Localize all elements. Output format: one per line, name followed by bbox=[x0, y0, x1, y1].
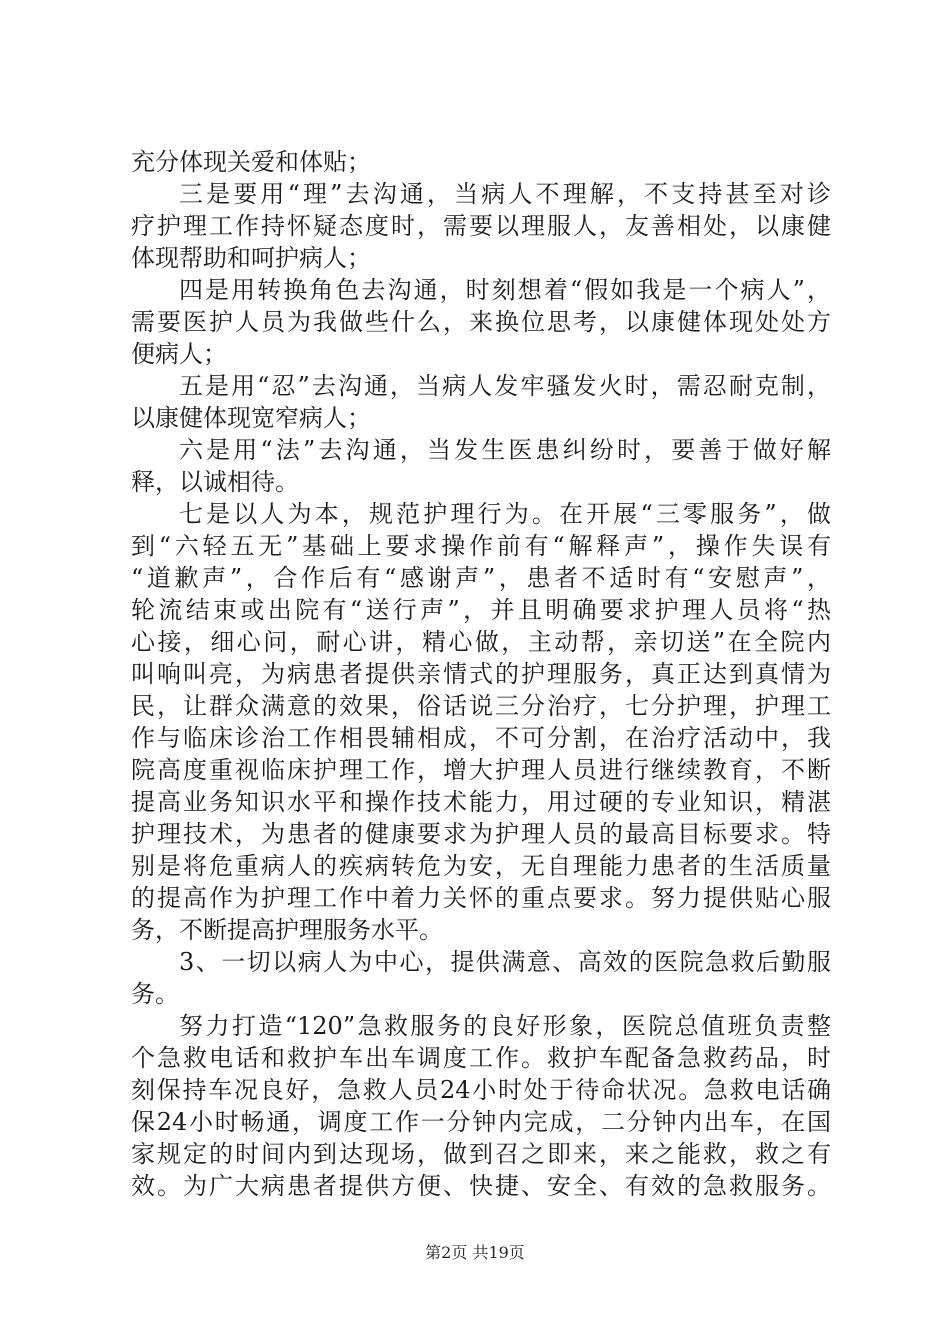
text-line: 五是用“忍”去沟通，当病人发牢骚发火时，需忍耐克制， bbox=[179, 372, 831, 400]
text-line: 轮流结束或出院有“送行声”，并且明确要求护理人员将“热 bbox=[131, 596, 831, 624]
text-line: 提高业务知识水平和操作技术能力，用过硬的专业知识，精湛 bbox=[131, 788, 831, 816]
text-line: 释，以诚相待。 bbox=[131, 468, 299, 496]
text-line: 六是用“法”去沟通，当发生医患纠纷时，要善于做好解 bbox=[179, 436, 831, 464]
text-line: 需要医护人员为我做些什么，来换位思考，以康健体现处处方 bbox=[131, 308, 831, 336]
text-line: 作与临床诊治工作相畏辅相成，不可分割，在治疗活动中，我 bbox=[131, 724, 831, 752]
text-line: 叫响叫亮，为病患者提供亲情式的护理服务，真正达到真情为 bbox=[131, 660, 831, 688]
text-line: 心接，细心问，耐心讲，精心做，主动帮，亲切送”在全院内 bbox=[131, 628, 831, 656]
text-line: 三是要用“理”去沟通，当病人不理解，不支持甚至对诊 bbox=[179, 180, 831, 208]
text-line: 效。为广大病患者提供方便、快捷、安全、有效的急救服务。 bbox=[131, 1172, 831, 1200]
text-line: 到“六轻五无”基础上要求操作前有“解释声”，操作失误有 bbox=[131, 532, 831, 560]
text-line: 四是用转换角色去沟通，时刻想着“假如我是一个病人”， bbox=[179, 276, 831, 304]
text-line: 的提高作为护理工作中着力关怀的重点要求。努力提供贴心服 bbox=[131, 884, 831, 912]
section-heading-cont: 务。 bbox=[131, 980, 179, 1008]
text-line: 别是将危重病人的疾病转危为安，无自理能力患者的生活质量 bbox=[131, 852, 831, 880]
text-line: 民，让群众满意的效果，俗话说三分治疗，七分护理，护理工 bbox=[131, 692, 831, 720]
text-line: 务，不断提高护理服务水平。 bbox=[131, 916, 443, 944]
text-line: 七是以人为本，规范护理行为。在开展“三零服务”，做 bbox=[179, 500, 831, 528]
text-line: 院高度重视临床护理工作，增大护理人员进行继续教育，不断 bbox=[131, 756, 831, 784]
text-line: “道歉声”，合作后有“感谢声”，患者不适时有“安慰声”， bbox=[131, 564, 831, 592]
text-line: 努力打造“120”急救服务的良好形象，医院总值班负责整 bbox=[179, 1012, 831, 1040]
text-line: 以康健体现宽窄病人； bbox=[131, 404, 371, 432]
page-footer: 第2页 共19页 bbox=[425, 1243, 525, 1262]
text-line: 疗护理工作持怀疑态度时，需要以理服人，友善相处，以康健 bbox=[131, 212, 831, 240]
text-line: 个急救电话和救护车出车调度工作。救护车配备急救药品，时 bbox=[131, 1044, 831, 1072]
section-heading: 3、一切以病人为中心，提供满意、高效的医院急救后勤服 bbox=[179, 948, 831, 976]
text-line: 充分体现关爱和体贴； bbox=[131, 148, 371, 176]
text-line: 护理技术，为患者的健康要求为护理人员的最高目标要求。特 bbox=[131, 820, 831, 848]
text-line: 便病人； bbox=[131, 340, 227, 368]
text-line: 保24小时畅通，调度工作一分钟内完成，二分钟内出车，在国 bbox=[131, 1108, 831, 1136]
text-line: 刻保持车况良好，急救人员24小时处于待命状况。急救电话确 bbox=[131, 1076, 831, 1104]
text-line: 家规定的时间内到达现场，做到召之即来，来之能救，救之有 bbox=[131, 1140, 831, 1168]
text-line: 体现帮助和呵护病人； bbox=[131, 244, 371, 272]
